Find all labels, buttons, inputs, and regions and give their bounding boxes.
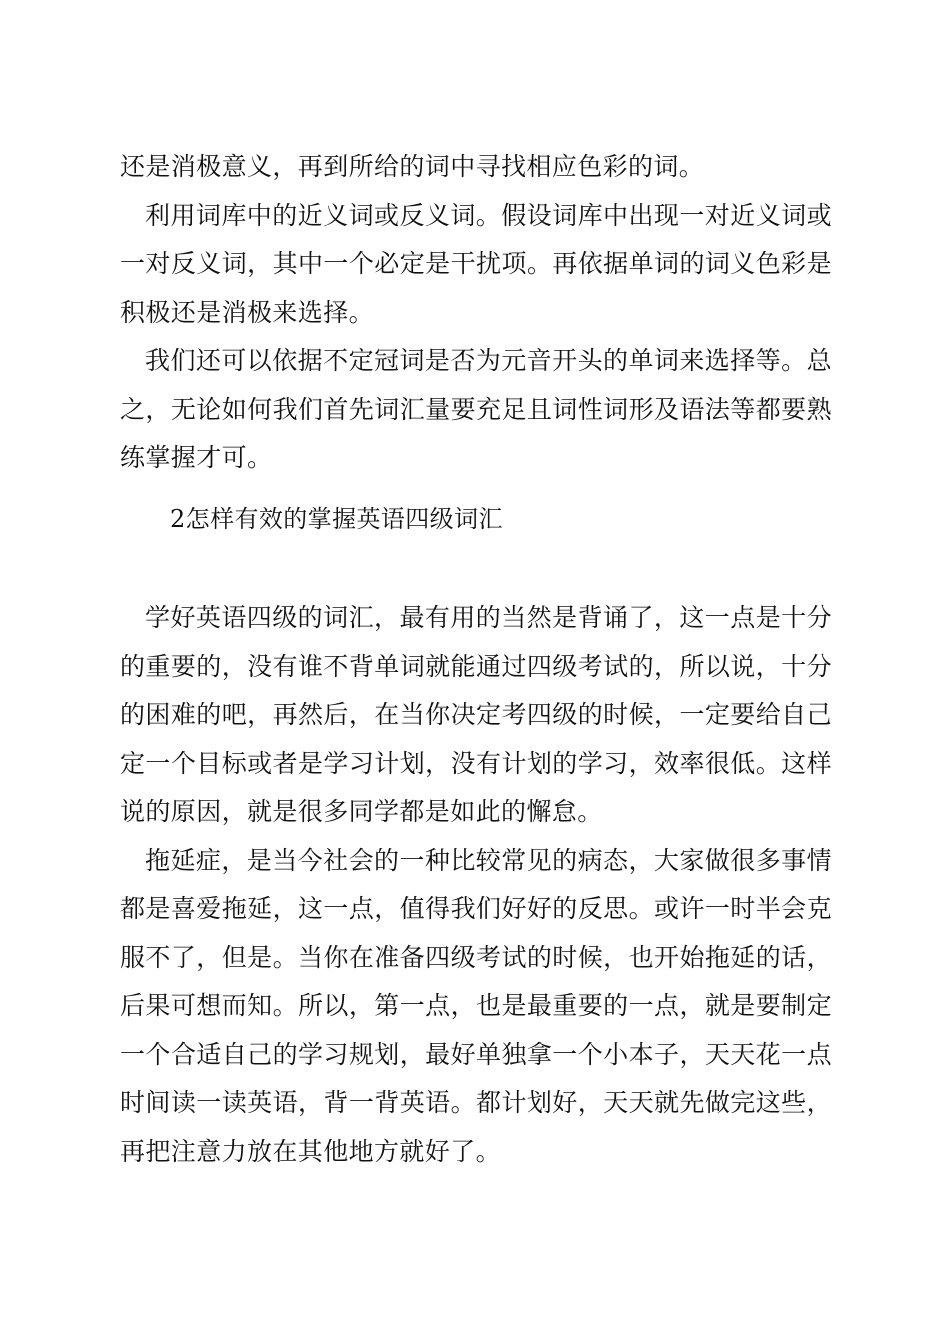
section-heading: 2怎样有效的掌握英语四级词汇 — [170, 505, 503, 533]
text-block-bottom — [120, 594, 832, 1176]
paragraph-procrastination: 拖延症，是当今社会的一种比较常见的病态，大家做很多事情都是喜爱拖延，这一点，值得我们好好的反思。或许一时半会克服不了，但是。当你在准备四级考试的时候，也开始拖延的话，后果可想而知。所以，第一点，也是最重要的一点，就是要制定一个合适自己的学习规划，最好单独拿一个小本子，天天花一点时间读一读英语，背一背英语。都计划好，天天就先做完这些，再把注意力放在其他地方就好了。 — [120, 845, 832, 1166]
paragraph-articles: 我们还可以依据不定冠词是否为元音开头的单词来选择等。总之，无论如何我们首先词汇量要充足且词性词形及语法等都要熟练掌握才可。 — [120, 346, 832, 472]
paragraph-synonyms: 利用词库中的近义词或反义词。假设词库中出现一对近义词或一对反义词，其中一个必定是干扰项。再依据单词的词义色彩是积极还是消极来选择。 — [120, 200, 832, 327]
paragraph-continuation: 还是消极意义，再到所给的词中寻找相应色彩的词。 — [120, 152, 705, 181]
paragraph-memorize: 学好英语四级的词汇，最有用的当然是背诵了，这一点是十分的重要的，没有谁不背单词就能通过四级考试的，所以说，十分的困难的吧，再然后，在当你决定考四级的时候，一定要给自己定一个目标或者是学习计划，没有计划的学习，效率很低。这样说的原因，就是很多同学都是如此的懈怠。 — [120, 603, 832, 826]
text-block-top — [120, 143, 832, 483]
